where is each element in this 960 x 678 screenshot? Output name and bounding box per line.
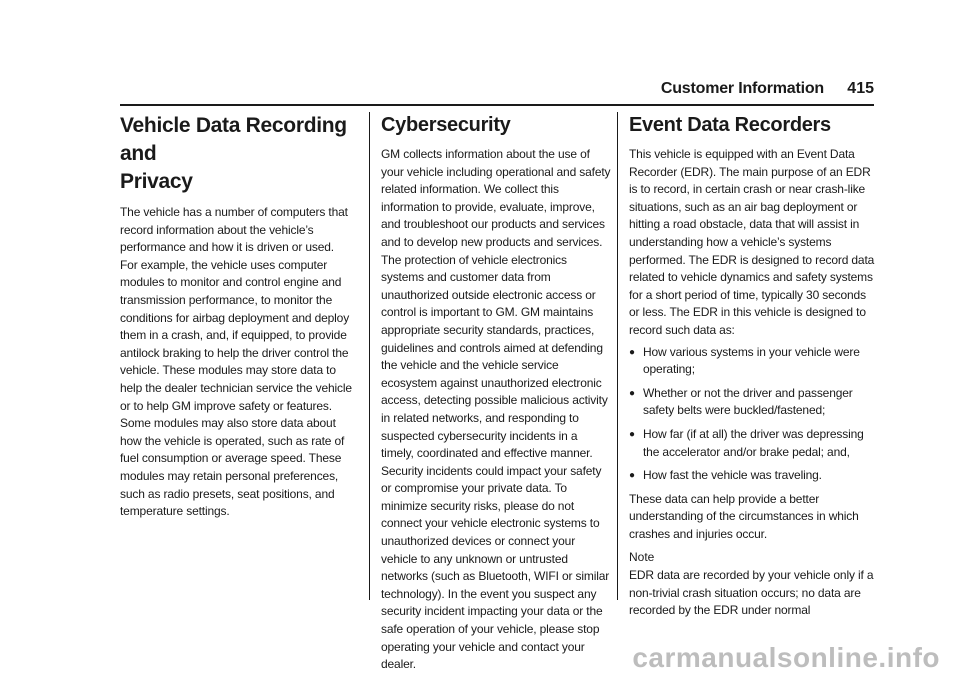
bullet-icon: ● — [629, 428, 635, 440]
bullet-icon: ● — [629, 470, 635, 482]
paragraph-edr-intro: This vehicle is equipped with an Event Data Recorder (EDR). The main purpose of an EDR is to record, in certain crash or near crash-like situations, such as an air bag deployment or hitting a road obstacle, data that will assist in understanding how a vehicle’s systems performed. The EDR is designed to record data related to vehicle dynamics and safety systems for a short period of time, typically 30 seconds or less. The EDR in this vehicle is designed to record such data as: — [629, 147, 875, 337]
heading-vehicle-data-recording — [120, 112, 352, 196]
list-item: ● How far (if at all) the driver was depressing the accelerator and/or brake pedal; and, — [629, 426, 864, 459]
column-cybersecurity — [381, 112, 613, 674]
header-rule — [120, 104, 874, 106]
paragraph-cybersecurity: GM collects information about the use of your vehicle including operational and safety related information. We collect this information to provide, evaluate, improve, and troubleshoot our products and services and to develop new products and services. The protection of vehicle electronics systems and customer data from unauthorized outside electronic access or control is important to GM. GM maintains appropriate security standards, practices, guidelines and controls aimed at defending the vehicle and the vehicle service ecosystem against unauthorized electronic access, detecting possible malicious activity in related networks, and responding to suspected cybersecurity incidents in a timely, coordinated and effective manner. Security incidents could impact your safety or compromise your private data. To minimize security risks, please do not connect your vehicle electronic systems to unauthorized devices or connect your vehicle to any unknown or untrusted networks (such as Bluetooth, WIFI or similar technology). In the event you suspect any security incident impacting your data or the safe operation of your vehicle, please stop operating your vehicle and contact your dealer. — [381, 147, 611, 672]
list-item: ● Whether or not the driver and passenger safety belts were buckled/fastened; — [629, 385, 853, 418]
edr-bullet-list — [629, 344, 875, 485]
note-label: Note — [629, 550, 655, 565]
list-item: ● How fast the vehicle was traveling. — [629, 467, 875, 485]
list-item: ● How various systems in your vehicle were operating; — [629, 344, 860, 377]
paragraph-vehicle-data: The vehicle has a number of computers that record information about the vehicle’s performance and how it is driven or used. For example, the vehicle uses computer modules to monitor and control engine and transmission performance, to monitor the conditions for airbag deployment and deploy them in a crash, and, if equipped, to provide antilock braking to help the driver control the vehicle. These modules may store data to help the dealer technician service the vehicle or to help GM improve safety or features. Some modules may also store data about how the vehicle is operated, such as rate of fuel consumption or average speed. These modules may retain personal preferences, such as radio presets, seat positions, and temperature settings. — [120, 205, 352, 519]
column-event-data-recorders — [629, 112, 875, 620]
column-divider-2 — [617, 112, 618, 600]
paragraph-note: EDR data are recorded by your vehicle only if a non-trivial crash situation occurs; no data are recorded by the EDR under normal — [629, 568, 874, 618]
column-divider-1 — [369, 112, 370, 600]
bullet-icon: ● — [629, 387, 635, 399]
column-vehicle-data-recording — [120, 112, 352, 521]
page-header — [0, 80, 960, 104]
heading-line-2: Privacy — [120, 170, 193, 193]
section-title: Customer Information — [660, 80, 824, 97]
heading-event-data-recorders: Event Data Recorders — [629, 114, 831, 136]
heading-line-1: Vehicle Data Recording and — [120, 114, 347, 165]
watermark: carmanualsonline.info — [632, 642, 940, 673]
paragraph-edr-after: These data can help provide a better understanding of the circumstances in which crashes and injuries occur. — [629, 491, 859, 541]
heading-cybersecurity: Cybersecurity — [381, 114, 511, 136]
page-number: 415 — [847, 80, 874, 97]
bullet-icon: ● — [629, 346, 635, 358]
